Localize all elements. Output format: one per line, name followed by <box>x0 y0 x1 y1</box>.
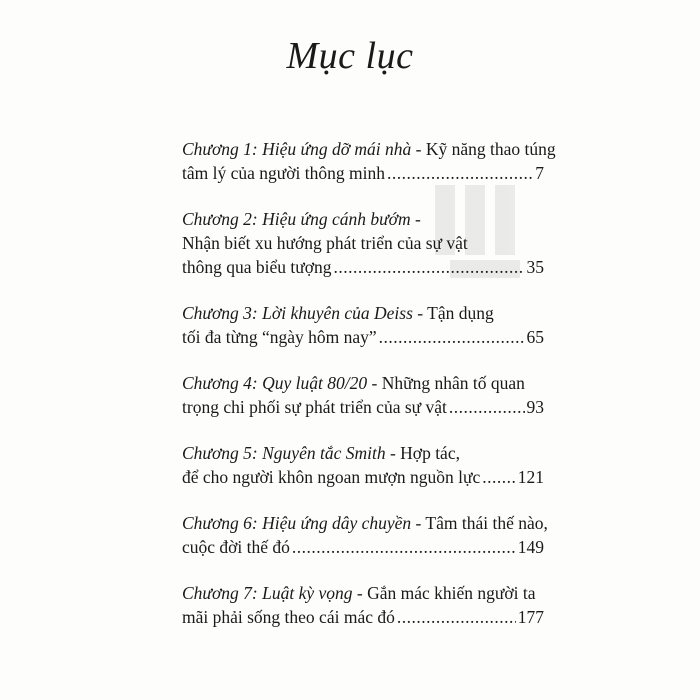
page-number[interactable]: 93 <box>526 397 544 417</box>
chapter-title: Chương 3: Lời khuyên của Deiss <box>182 303 413 323</box>
chapter-title: Chương 2: Hiệu ứng cánh bướm <box>182 209 411 229</box>
chapter-subtitle-end: cuộc đời thế đó <box>182 537 290 557</box>
page-number[interactable]: 177 <box>517 607 544 627</box>
chapter-subtitle-start: - <box>410 209 421 229</box>
dot-leader <box>482 465 516 489</box>
toc-entry <box>182 137 556 185</box>
toc-entry <box>182 441 544 489</box>
chapter-subtitle-line: Nhận biết xu hướng phát triển của sự vật <box>182 233 468 253</box>
chapter-subtitle-end: mãi phải sống theo cái mác đó <box>182 607 395 627</box>
page-number[interactable]: 149 <box>517 537 544 557</box>
chapter-subtitle-start: - Những nhân tố quan <box>367 373 525 393</box>
toc-entry-heading <box>182 301 544 325</box>
dot-leader <box>449 395 525 419</box>
toc-entry-last-line <box>182 605 544 629</box>
chapter-subtitle-end: để cho người khôn ngoan mượn nguồn lực <box>182 467 481 487</box>
toc-entry <box>182 581 544 629</box>
chapter-subtitle-end: trọng chi phối sự phát triển của sự vật <box>182 397 447 417</box>
toc-entry-last-line <box>182 161 544 185</box>
chapter-subtitle-end: thông qua biểu tượng <box>182 257 332 277</box>
dot-leader <box>397 605 516 629</box>
chapter-subtitle-end: tâm lý của người thông minh <box>182 163 385 183</box>
chapter-title: Chương 1: Hiệu ứng dỡ mái nhà <box>182 139 412 159</box>
toc-entry-heading <box>182 207 544 231</box>
chapter-subtitle-start: - Kỹ năng thao túng <box>411 139 556 159</box>
dot-leader <box>292 535 516 559</box>
chapter-subtitle-start: - Tận dụng <box>412 303 494 323</box>
toc-entry-last-line <box>182 325 544 349</box>
toc-entry-last-line <box>182 255 544 279</box>
toc-entry-last-line <box>182 395 544 419</box>
dot-leader <box>334 255 525 279</box>
page-number[interactable]: 7 <box>535 163 544 183</box>
page-title: Mục lục <box>286 35 414 77</box>
chapter-subtitle-start: - Gắn mác khiến người ta <box>352 583 536 603</box>
page-number[interactable]: 35 <box>526 257 544 277</box>
table-of-contents <box>182 137 556 651</box>
toc-entry-heading <box>182 511 548 535</box>
toc-entry-last-line <box>182 535 544 559</box>
chapter-title: Chương 7: Luật kỳ vọng <box>182 583 353 603</box>
toc-entry-heading <box>182 371 544 395</box>
chapter-subtitle-start: - Hợp tác, <box>385 443 460 463</box>
toc-entry-heading <box>182 441 544 465</box>
chapter-title: Chương 5: Nguyên tắc Smith <box>182 443 386 463</box>
toc-entry <box>182 207 544 279</box>
toc-entry <box>182 511 548 559</box>
chapter-title: Chương 6: Hiệu ứng dây chuyền <box>182 513 412 533</box>
toc-entry <box>182 301 544 349</box>
chapter-subtitle-end: tối đa từng “ngày hôm nay” <box>182 327 377 347</box>
chapter-title: Chương 4: Quy luật 80/20 <box>182 373 368 393</box>
toc-entry-heading <box>182 137 556 161</box>
chapter-subtitle-start: - Tâm thái thế nào, <box>411 513 548 533</box>
toc-entry <box>182 371 544 419</box>
toc-entry-last-line <box>182 465 544 489</box>
page-number[interactable]: 121 <box>517 467 544 487</box>
toc-entry-heading <box>182 581 544 605</box>
dot-leader <box>379 325 525 349</box>
dot-leader <box>387 161 533 185</box>
page-number[interactable]: 65 <box>526 327 544 347</box>
